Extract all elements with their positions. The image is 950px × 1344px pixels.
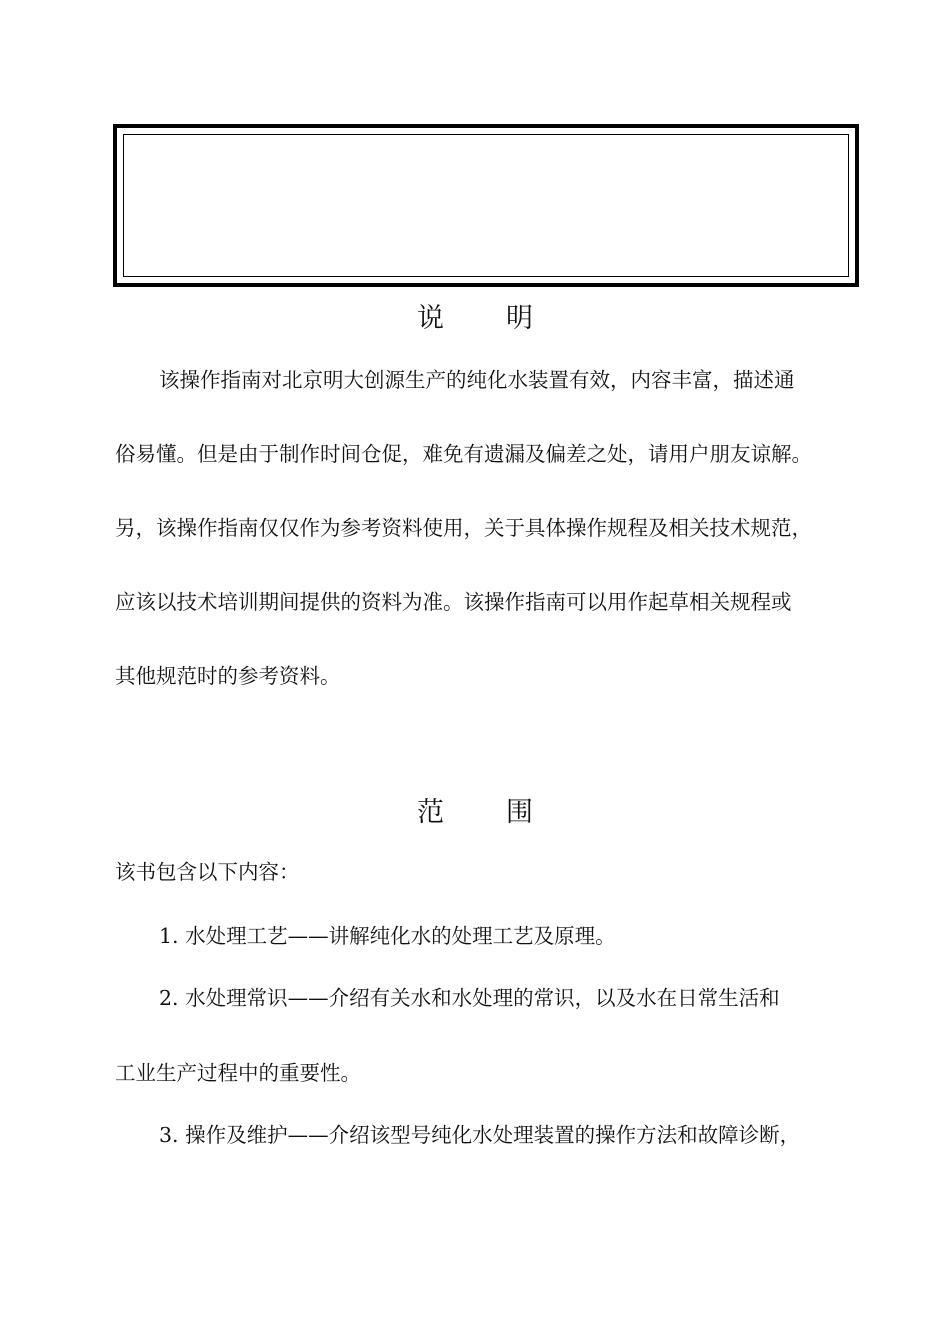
title-frame-box bbox=[113, 124, 859, 287]
heading-char: 范 bbox=[417, 797, 444, 828]
paragraph-line: 其他规范时的参考资料。 bbox=[115, 664, 341, 688]
paragraph-line: 应该以技术培训期间提供的资料为准。该操作指南可以用作起草相关规程或 bbox=[115, 590, 792, 614]
heading-char: 说 bbox=[417, 303, 444, 334]
heading-char: 明 bbox=[506, 303, 533, 334]
scope-intro: 该书包含以下内容： bbox=[115, 860, 300, 884]
paragraph-line: 另，该操作指南仅仅作为参考资料使用，关于具体操作规程及相关技术规范， bbox=[115, 516, 812, 540]
scope-list-item-continuation: 工业生产过程中的重要性。 bbox=[115, 1061, 361, 1085]
scope-list-item: 1. 水处理工艺——讲解纯化水的处理工艺及原理。 bbox=[159, 924, 616, 948]
section-heading-explain bbox=[0, 296, 950, 335]
scope-list-item: 3. 操作及维护——介绍该型号纯化水处理装置的操作方法和故障诊断， bbox=[159, 1123, 801, 1147]
title-frame-inner-border bbox=[123, 134, 849, 277]
paragraph-line: 俗易懂。但是由于制作时间仓促，难免有遗漏及偏差之处，请用户朋友谅解。 bbox=[115, 442, 812, 466]
paragraph-line: 该操作指南对北京明大创源生产的纯化水装置有效，内容丰富，描述通 bbox=[159, 368, 795, 392]
heading-char: 围 bbox=[506, 797, 533, 828]
scope-list-item: 2. 水处理常识——介绍有关水和水处理的常识，以及水在日常生活和 bbox=[159, 986, 780, 1010]
section-heading-scope bbox=[0, 790, 950, 829]
